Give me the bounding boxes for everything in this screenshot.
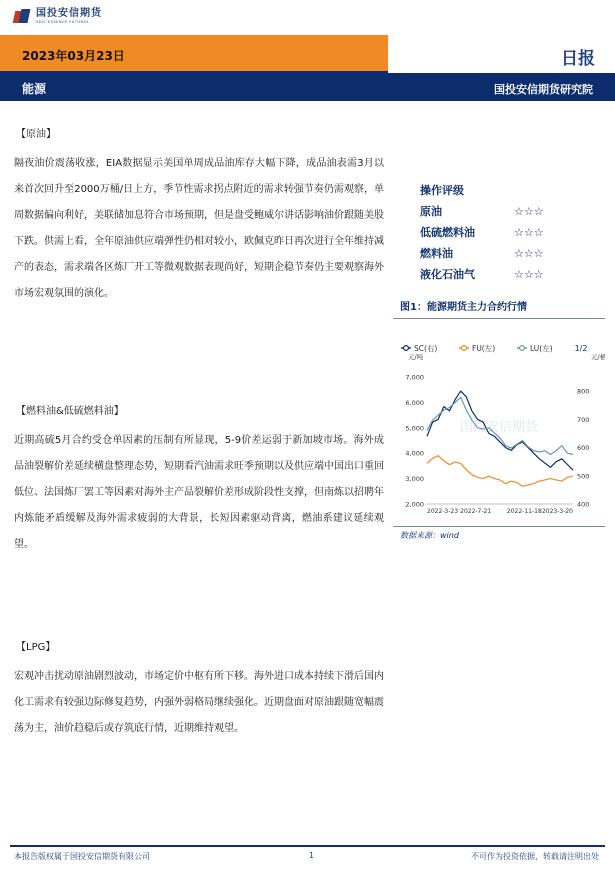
footer-copyright: 本报告版权属于国投安信期货有限公司 xyxy=(14,852,150,861)
rating-name: 燃料油 xyxy=(420,247,453,260)
x-tick-label: 2023-3-20 xyxy=(541,508,573,515)
legend-marker-icon xyxy=(520,346,525,351)
section-crude xyxy=(14,125,384,307)
rating-name: 液化石油气 xyxy=(420,268,475,281)
y-left-tick-label: 7,000 xyxy=(405,373,424,382)
y-right-tick-label: 600 xyxy=(577,444,590,453)
x-tick-label: 2022-3-23 xyxy=(427,508,459,515)
rating-name: 低硫燃料油 xyxy=(420,226,475,239)
footer-divider xyxy=(10,845,605,847)
chart-watermark: 国投安信期货 xyxy=(459,420,539,435)
legend-marker-icon xyxy=(404,346,409,351)
rating-stars: ☆☆☆ xyxy=(514,247,544,260)
rating-stars: ☆☆☆ xyxy=(514,226,544,239)
logo-name-en: SDIC ESSENCE FUTURES xyxy=(36,20,89,25)
y-right-tick-label: 800 xyxy=(577,387,590,396)
y-left-tick-label: 3,000 xyxy=(405,475,424,484)
y-right-tick-label: 700 xyxy=(577,415,590,424)
section-text: 近期高硫5月合约受仓单因素的压制有所显现，5-9价差运弱于新加坡市场。海外成品油裂解价差延续横盘整理态势，短期看汽油需求旺季预期以及供应端中国出口重回低位、法国炼厂罢工等因素对海外主产品裂解价差形成阶段性支撑，但南炼以招聘年内炼能矛盾缓解及海外需求疲弱的大背景，长短因素驱动背离，燃油系建议延续观望。 xyxy=(14,435,384,550)
legend-label: FU(左) xyxy=(472,344,496,353)
logo-mark-icon xyxy=(14,9,30,25)
section-title: 【燃料油&低硫燃料油】 xyxy=(16,406,124,417)
y-left-tick-label: 6,000 xyxy=(405,398,424,407)
y-left-tick-label: 4,000 xyxy=(405,449,424,458)
logo-name-cn: 国投安信期货 xyxy=(36,8,102,20)
section-lpg xyxy=(14,638,384,742)
y-right-tick-label: 500 xyxy=(577,472,590,481)
figure-frame xyxy=(393,318,605,527)
series-line-fu xyxy=(427,456,573,487)
legend-label: LU(左) xyxy=(530,344,553,353)
figure-source: 数据来源：wind xyxy=(400,531,459,540)
institute-name: 国投安信期货研究院 xyxy=(494,83,593,96)
x-tick-label: 2022-11-18 xyxy=(506,508,542,515)
footer-disclaimer: 不可作为投资依据，转载请注明出处 xyxy=(471,852,599,861)
company-logo xyxy=(14,9,102,25)
price-chart xyxy=(393,319,605,526)
report-type: 日报 xyxy=(561,49,595,69)
rating-title: 操作评级 xyxy=(420,184,464,197)
rating-name: 原油 xyxy=(420,205,442,218)
figure-title: 图1：能源期货主力合约行情 xyxy=(400,302,527,313)
sector-label: 能源 xyxy=(22,82,47,96)
rating-row xyxy=(420,201,544,222)
left-axis-unit: 元/吨 xyxy=(408,353,424,361)
page-number: 1 xyxy=(309,851,315,860)
rating-stars: ☆☆☆ xyxy=(514,268,544,281)
rating-table xyxy=(420,180,544,285)
x-tick-label: 2022-7-21 xyxy=(460,508,492,515)
rating-row xyxy=(420,264,544,285)
section-title: 【LPG】 xyxy=(16,642,56,653)
rating-row xyxy=(420,243,544,264)
right-axis-unit: 元/桶 xyxy=(591,353,605,361)
y-right-tick-label: 400 xyxy=(577,500,590,509)
report-date: 2023年03月23日 xyxy=(22,49,125,63)
rating-stars: ☆☆☆ xyxy=(514,205,544,218)
section-text: 宏观冲击扰动原油剧烈波动，市场定价中枢有所下移。海外进口成本持续下滑后国内化工需求有较强边际修复趋势，内强外弱格局继续强化。近期盘面对原油跟随宽幅震荡为主，油价趋稳后或存筑底行情，近期维持观望。 xyxy=(14,671,384,734)
legend-marker-icon xyxy=(462,346,467,351)
y-left-tick-label: 5,000 xyxy=(405,424,424,433)
y-left-tick-label: 2,000 xyxy=(405,500,424,509)
section-title: 【原油】 xyxy=(16,129,56,140)
section-fuel-oil xyxy=(14,402,384,558)
rating-row xyxy=(420,222,544,243)
page-indicator[interactable]: 1/2 xyxy=(574,344,588,353)
legend-label: SC(右) xyxy=(414,344,438,353)
section-text: 隔夜油价震荡收涨，EIA数据显示美国单周成品油库存大幅下降，成品油表需3月以来首次回升至2000万桶/日上方，季节性需求拐点附近的需求转强节奏仍需观察，单周数据偏向利好，美联储加息符合市场预期，但是盘受鲍威尔讲话影响油价跟随美股下跌。供需上看，全年原油供应端弹性仍相对较小，欧佩克昨日再次进行全年维持减产的表态，需求端各区炼厂开工等微观数据表现尚好，短期企稳节奏仍主要观察海外市场宏观氛围的演化。 xyxy=(14,158,384,299)
